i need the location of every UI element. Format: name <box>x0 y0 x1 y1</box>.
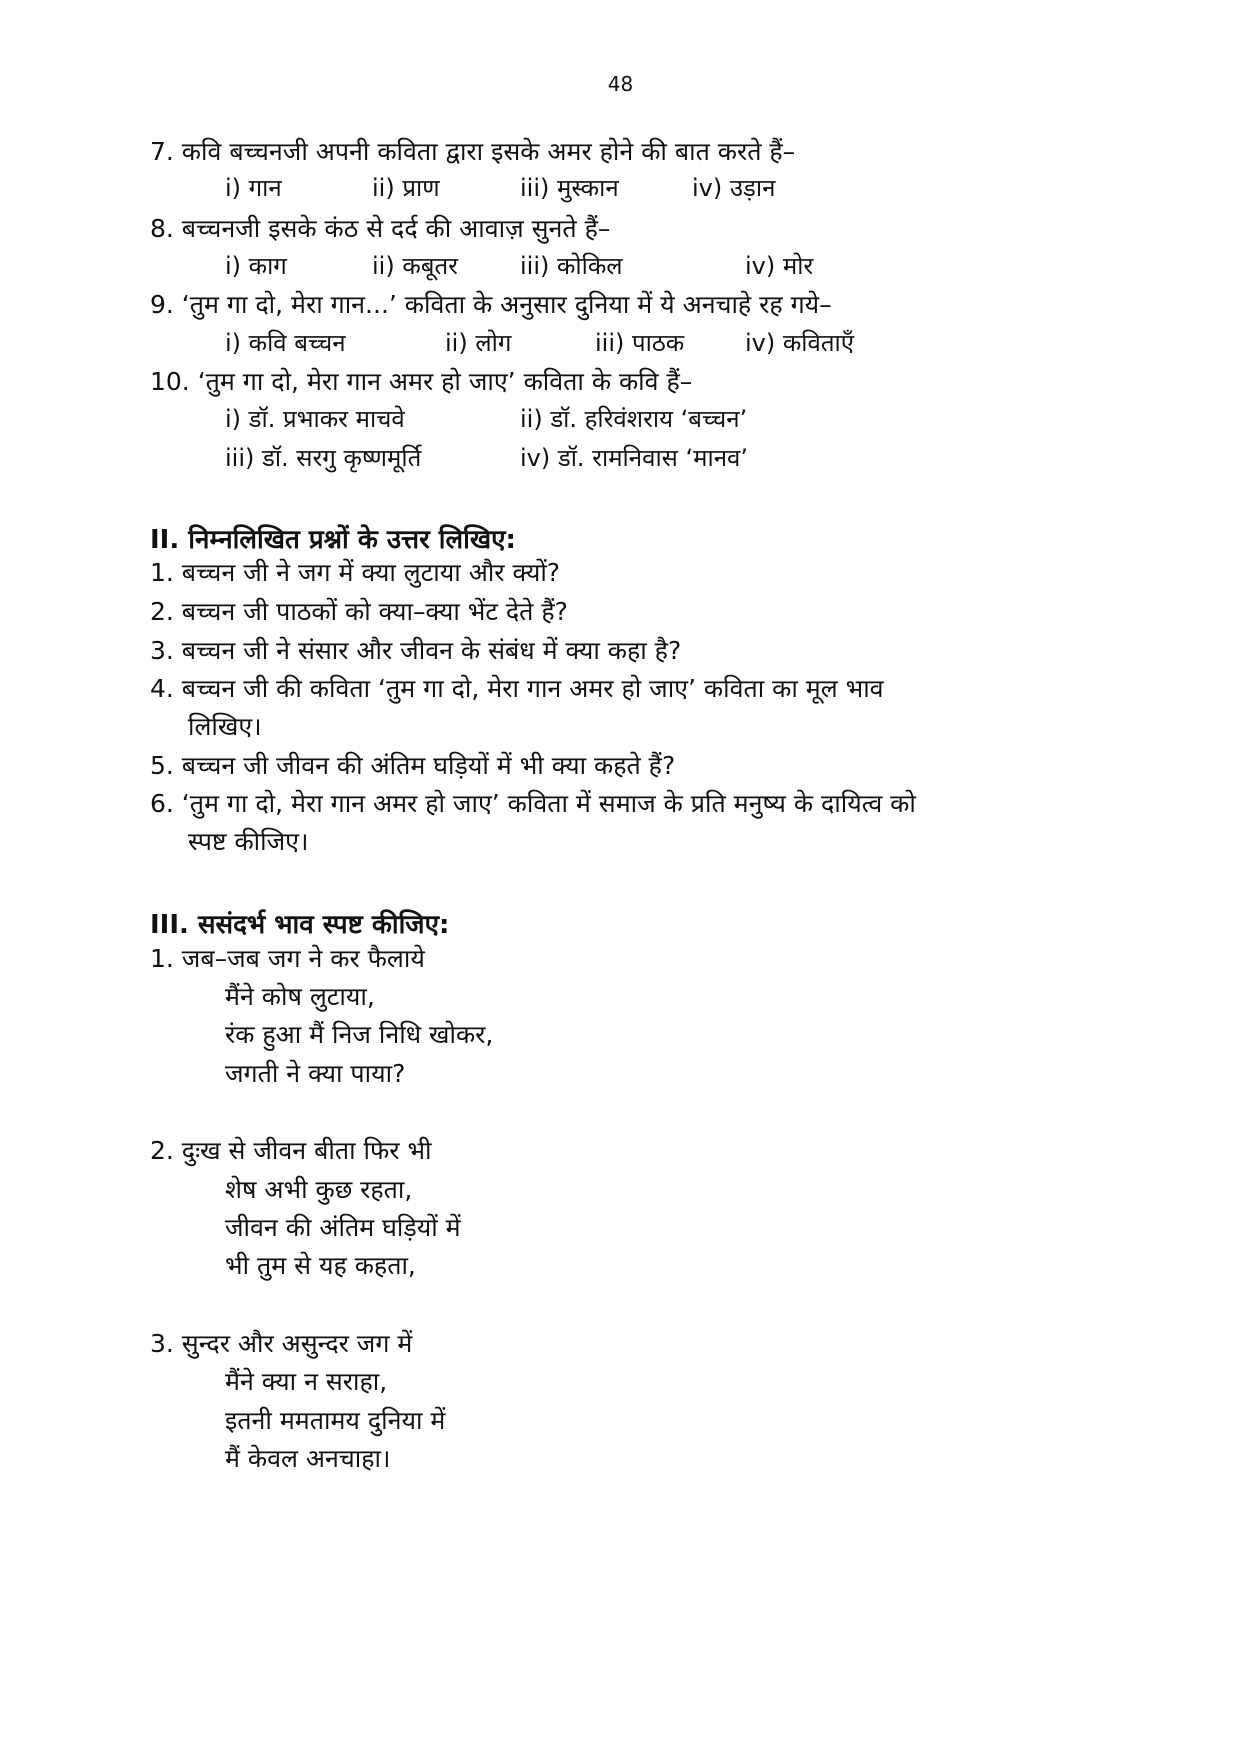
mcq-option: iii) पाठक <box>595 329 685 357</box>
mcq-option: i) गान <box>225 174 282 202</box>
question: 2. बच्चन जी पाठकों को क्या–क्या भेंट देते हैं? <box>150 597 568 626</box>
mcq-option: ii) कबूतर <box>372 252 458 280</box>
mcq-option: iii) डॉ. सरगु कृष्णमूर्ति <box>225 444 422 472</box>
question: 1. बच्चन जी ने जग में क्या लुटाया और क्यों? <box>150 558 561 587</box>
verse-line: इतनी ममतामय दुनिया में <box>225 1406 446 1435</box>
verse-line: जगती ने क्या पाया? <box>225 1059 406 1088</box>
mcq-question: 8. बच्चनजी इसके कंठ से दर्द की आवाज़ सुनते हैं– <box>150 214 611 243</box>
mcq-question: 7. कवि बच्चनजी अपनी कविता द्वारा इसके अमर होने की बात करते हैं– <box>150 137 796 166</box>
verse-line: भी तुम से यह कहता, <box>225 1251 416 1280</box>
mcq-question: 9. ‘तुम गा दो, मेरा गान...’ कविता के अनुसार दुनिया में ये अनचाहे रह गये– <box>150 290 832 319</box>
question: 5. बच्चन जी जीवन की अंतिम घड़ियों में भी क्या कहते हैं? <box>150 751 676 780</box>
verse-line: रंक हुआ मैं निज निधि खोकर, <box>225 1020 494 1049</box>
mcq-option: iv) डॉ. रामनिवास ‘मानव’ <box>520 444 748 472</box>
mcq-option: ii) प्राण <box>372 174 440 202</box>
verse-line: जीवन की अंतिम घड़ियों में <box>225 1213 461 1242</box>
section-heading: II. निम्नलिखित प्रश्नों के उत्तर लिखिए: <box>150 525 516 555</box>
verse-line: 3. सुन्दर और असुन्दर जग में <box>150 1329 413 1358</box>
mcq-option: ii) लोग <box>445 329 512 357</box>
question-continuation: लिखिए। <box>188 712 262 741</box>
mcq-option: iii) कोकिल <box>520 252 623 280</box>
question-continuation: स्पष्ट कीजिए। <box>188 827 309 856</box>
mcq-option: ii) डॉ. हरिवंशराय ‘बच्चन’ <box>520 405 748 433</box>
mcq-option: iv) कविताएँ <box>745 329 855 357</box>
question: 4. बच्चन जी की कविता ‘तुम गा दो, मेरा गान अमर हो जाए’ कविता का मूल भाव <box>150 674 884 703</box>
verse-line: मैं केवल अनचाहा। <box>225 1444 391 1473</box>
question: 3. बच्चन जी ने संसार और जीवन के संबंध में क्या कहा है? <box>150 636 682 665</box>
mcq-option: i) काग <box>225 252 287 280</box>
verse-line: शेष अभी कुछ रहता, <box>225 1175 413 1204</box>
mcq-option: i) डॉ. प्रभाकर माचवे <box>225 405 405 433</box>
mcq-option: iv) उड़ान <box>692 174 776 202</box>
mcq-question: 10. ‘तुम गा दो, मेरा गान अमर हो जाए’ कविता के कवि हैं– <box>150 367 693 396</box>
verse-line: 1. जब–जब जग ने कर फैलाये <box>150 944 425 973</box>
mcq-option: iii) मुस्कान <box>520 174 619 202</box>
section-heading: III. ससंदर्भ भाव स्पष्ट कीजिए: <box>150 910 450 940</box>
page-number: 48 <box>607 72 634 96</box>
mcq-option: iv) मोर <box>745 252 814 280</box>
mcq-option: i) कवि बच्चन <box>225 329 346 357</box>
verse-line: मैंने कोष लुटाया, <box>225 982 375 1011</box>
verse-line: 2. दुःख से जीवन बीता फिर भी <box>150 1136 432 1165</box>
verse-line: मैंने क्या न सराहा, <box>225 1367 388 1396</box>
question: 6. ‘तुम गा दो, मेरा गान अमर हो जाए’ कविता में समाज के प्रति मनुष्य के दायित्व को <box>150 789 916 818</box>
